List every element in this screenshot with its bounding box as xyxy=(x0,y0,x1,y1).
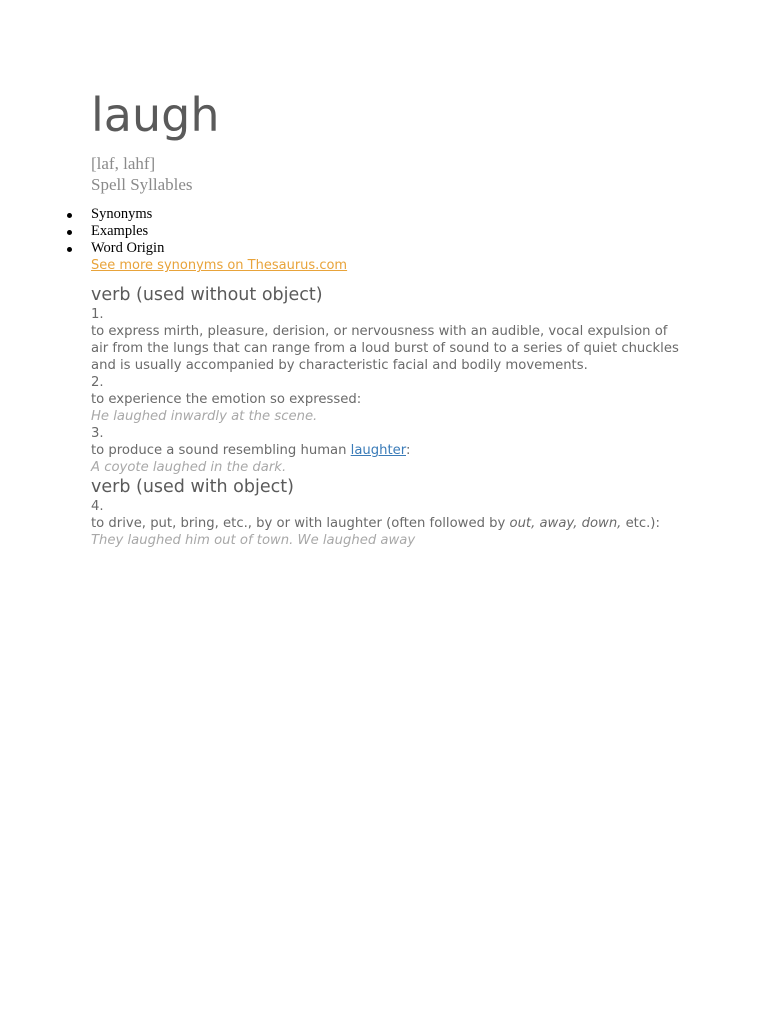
definition-text-part: to drive, put, bring, etc., by or with laughter (often followed by xyxy=(91,516,510,531)
definition-section xyxy=(91,284,681,549)
menu-item-label: Synonyms xyxy=(91,206,153,222)
definition-text-part: : xyxy=(405,443,411,458)
menu-item-word-origin[interactable] xyxy=(91,240,164,257)
bullet-icon xyxy=(67,213,72,218)
example-sentence: A coyote laughed in the dark. xyxy=(91,460,287,475)
entry-menu xyxy=(91,206,164,257)
example-sentence: They laughed him out of town. We laughed away xyxy=(91,533,416,548)
spell-syllables-toggle[interactable]: Spell Syllables xyxy=(91,175,193,194)
definition-text-part: etc.): xyxy=(621,516,660,531)
thesaurus-link[interactable]: See more synonyms on Thesaurus.com xyxy=(91,258,348,273)
menu-item-label: Examples xyxy=(91,223,149,239)
laughter-link[interactable]: laughter xyxy=(350,443,406,458)
bullet-icon xyxy=(67,230,72,235)
definition-number: 2. xyxy=(91,375,104,390)
definition-text: to express mirth, pleasure, derision, or nervousness with an audible, vocal expulsion of air from the lungs that can range from a loud burst of sound to a series of quiet chuckles and is usually accompanied by characteristic facial and bodily movements. xyxy=(91,324,679,373)
definition-number: 1. xyxy=(91,307,104,322)
menu-item-examples[interactable] xyxy=(91,223,164,240)
bullet-icon xyxy=(67,247,72,252)
definition-text xyxy=(91,442,681,459)
definition-number: 3. xyxy=(91,426,104,441)
menu-item-label: Word Origin xyxy=(91,240,165,256)
definition-text-italic: out, away, down, xyxy=(509,516,622,531)
menu-item-synonyms[interactable] xyxy=(91,206,164,223)
definition-number: 4. xyxy=(91,499,104,514)
definition-text-part: to produce a sound resembling human xyxy=(91,443,351,458)
headword: laugh xyxy=(91,88,220,142)
part-of-speech-heading: verb (used without object) xyxy=(91,285,323,305)
definition-text: to experience the emotion so expressed: xyxy=(91,392,362,407)
example-sentence: He laughed inwardly at the scene. xyxy=(91,409,318,424)
pronunciation: [laf, lahf] xyxy=(91,154,156,173)
definition-text xyxy=(91,515,681,532)
part-of-speech-heading: verb (used with object) xyxy=(91,477,294,497)
